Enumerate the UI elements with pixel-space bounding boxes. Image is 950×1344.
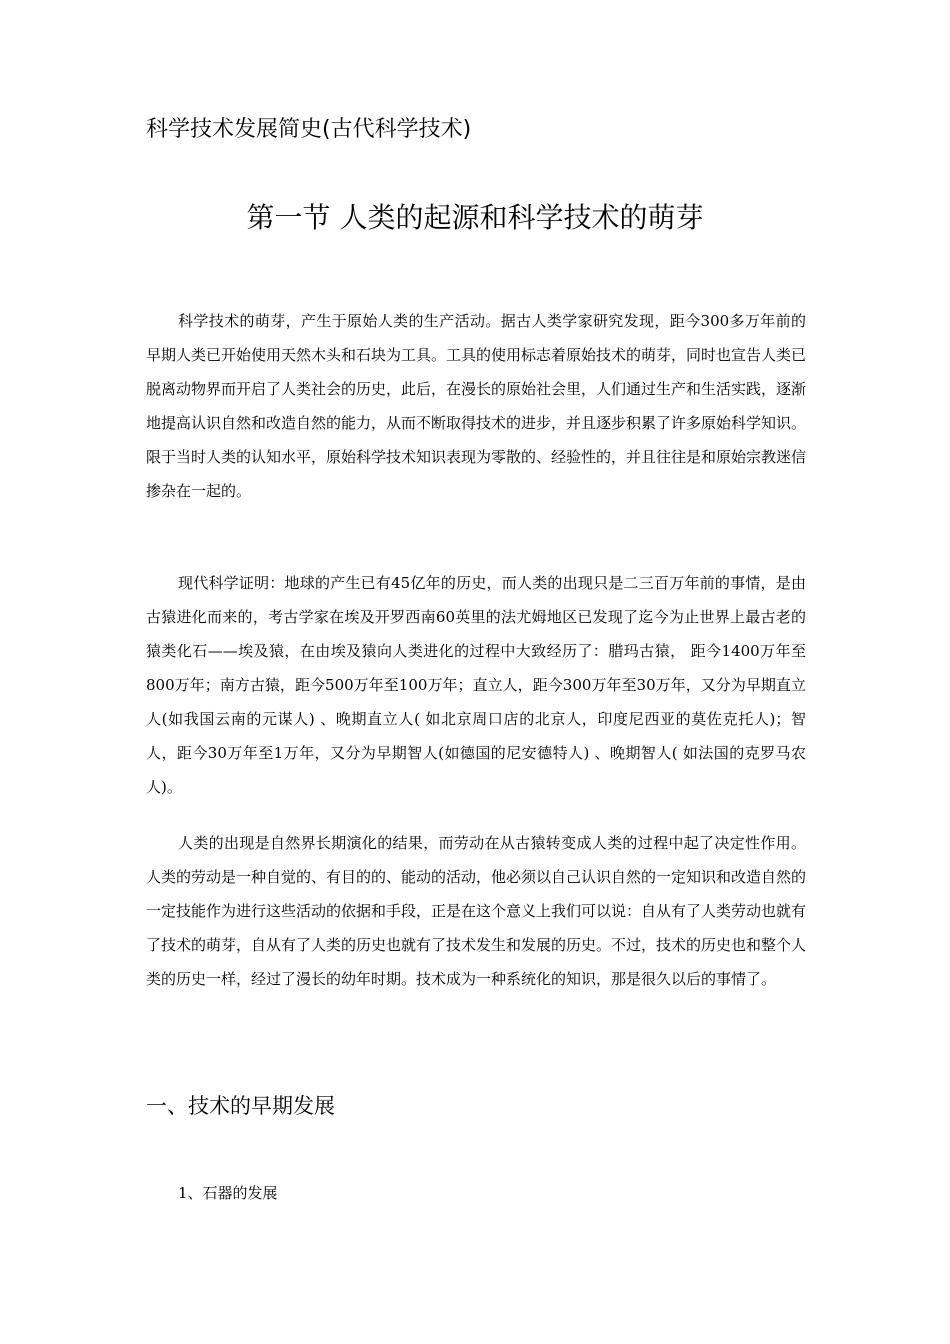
- paragraph-human-evolution: 现代科学证明：地球的产生已有45亿年的历史，而人类的出现只是二三百万年前的事情，是由古猿进化而来的，考古学家在埃及开罗西南60英里的法尤姆地区已发现了迄今为止世界上最古老的猿类化石——埃及猿，在由埃及猿向人类进化的过程中大致经历了：腊玛古猿， 距今1400万年至800万年；南方古猿，距今500万年至100万年；直立人，距今300万年至30万年，又分为早期直立人(如我国云南的元谋人) 、晚期直立人( 如北京周口店的北京人，印度尼西亚的莫佐克托人)；智人，距今30万年至1万年，又分为早期智人(如德国的尼安德特人) 、晚期智人( 如法国的克罗马农人)。: [146, 574, 806, 796]
- paragraph-labor-and-technology: 人类的出现是自然界长期演化的结果，而劳动在从古猿转变成人类的过程中起了决定性作用。人类的劳动是一种自觉的、有目的的、能动的活动，他必须以自己认识自然的一定知识和改造自然的一定技能作为进行这些活动的依据和手段，正是在这个意义上我们可以说：自从有了人类劳动也就有了技术的萌芽，自从有了人类的历史也就有了技术发生和发展的历史。不过，技术的历史也和整个人类的历史一样，经过了漫长的幼年时期。技术成为一种系统化的知识，那是很久以后的事情了。: [146, 834, 807, 988]
- section-title: 第一节 人类的起源和科学技术的萌芽: [246, 201, 704, 234]
- subsection-heading: 一、技术的早期发展: [146, 1094, 335, 1118]
- item-heading: 1、石器的发展: [178, 1184, 278, 1202]
- paragraph-origin-of-technology: 科学技术的萌芽，产生于原始人类的生产活动。据古人类学家研究发现，距今300多万年前的早期人类已开始使用天然木头和石块为工具。工具的使用标志着原始技术的萌芽，同时也宣告人类已脱离动物界而开启了人类社会的历史，此后，在漫长的原始社会里，人们通过生产和生活实践，逐渐地提高认识自然和改造自然的能力，从而不断取得技术的进步，并且逐步积累了许多原始科学知识。限于当时人类的认知水平，原始科学技术知识表现为零散的、经验性的，并且往往是和原始宗教迷信掺杂在一起的。: [146, 312, 807, 500]
- document-title: 科学技术发展简史(古代科学技术): [146, 117, 472, 142]
